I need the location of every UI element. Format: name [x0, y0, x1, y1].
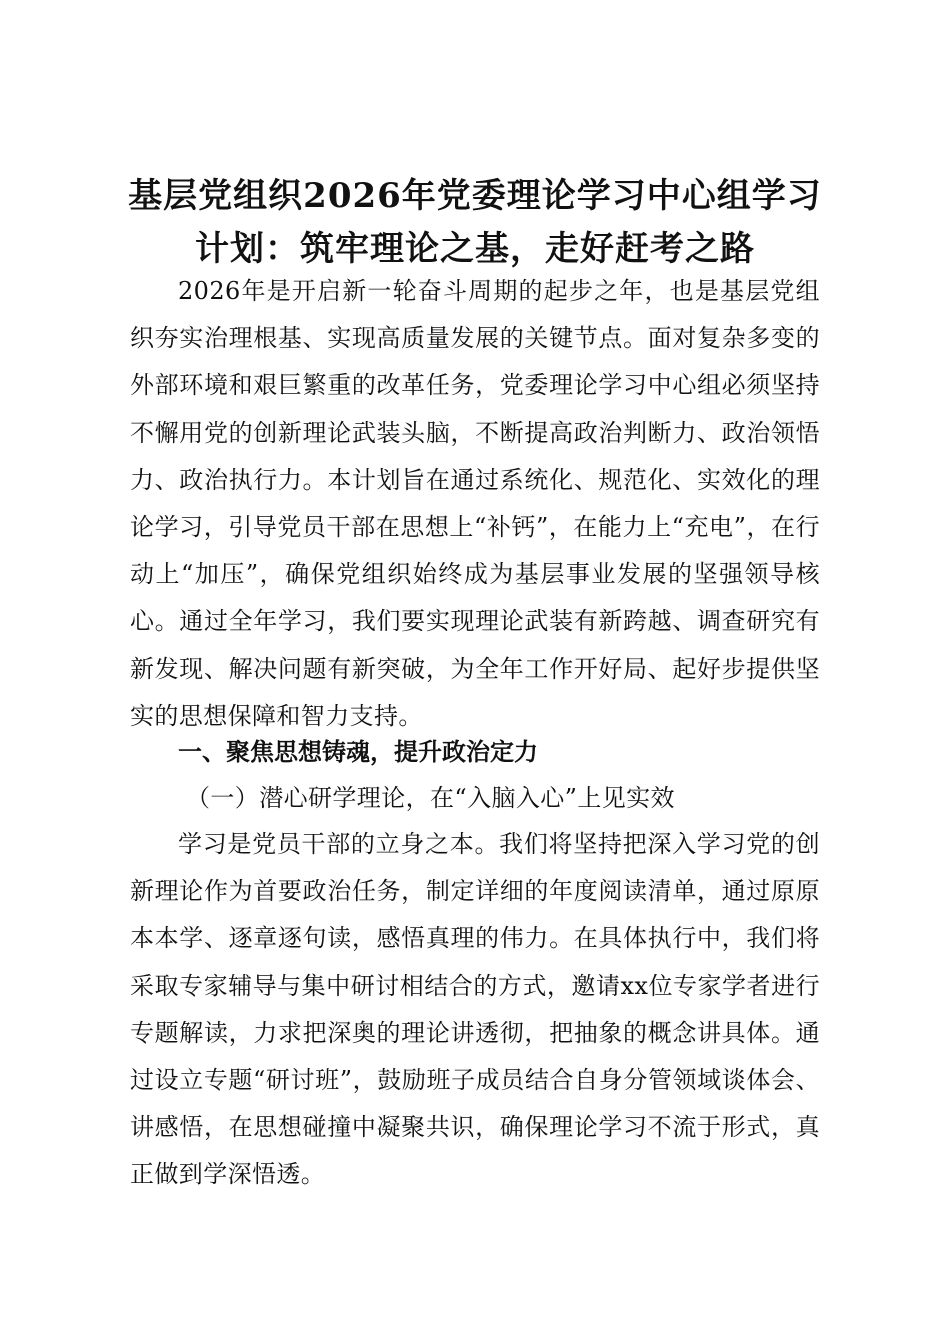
section-heading-1: 一、聚焦思想铸魂，提升政治定力: [178, 737, 538, 766]
subsection-1-paragraph: 学习是党员干部的立身之本。我们将坚持把深入学习党的创新理论作为首要政治任务，制定详细的年度阅读清单，通过原原本本学、逐章逐句读，感悟真理的伟力。在具体执行中，我们将采取专家辅导与集中研讨相结合的方式，邀请xx位专家学者进行专题解读，力求把深奥的理论讲透彻，把抽象的概念讲具体。通过设立专题“研讨班”，鼓励班子成员结合自身分管领域谈体会、讲感悟，在思想碰撞中凝聚共识，确保理论学习不流于形式，真正做到学深悟透。: [130, 830, 820, 1189]
title-line-2: 计划：筑牢理论之基，走好赶考之路: [195, 229, 755, 269]
document-title: [120, 170, 830, 276]
title-line-1: 基层党组织2026年党委理论学习中心组学习: [128, 176, 822, 216]
subsection-heading-1: （一）潜心研学理论，在“入脑入心”上见实效: [186, 784, 675, 812]
intro-paragraph: 2026年是开启新一轮奋斗周期的起步之年，也是基层党组织夯实治理根基、实现高质量发展的关键节点。面对复杂多变的外部环境和艰巨繁重的改革任务，党委理论学习中心组必须坚持不懈用党的创新理论武装头脑，不断提高政治判断力、政治领悟力、政治执行力。本计划旨在通过系统化、规范化、实效化的理论学习，引导党员干部在思想上“补钙”，在能力上“充电”，在行动上“加压”，确保党组织始终成为基层事业发展的坚强领导核心。通过全年学习，我们要实现理论武装有新跨越、调查研究有新发现、解决问题有新突破，为全年工作开好局、起好步提供坚实的思想保障和智力支持。: [130, 277, 820, 730]
